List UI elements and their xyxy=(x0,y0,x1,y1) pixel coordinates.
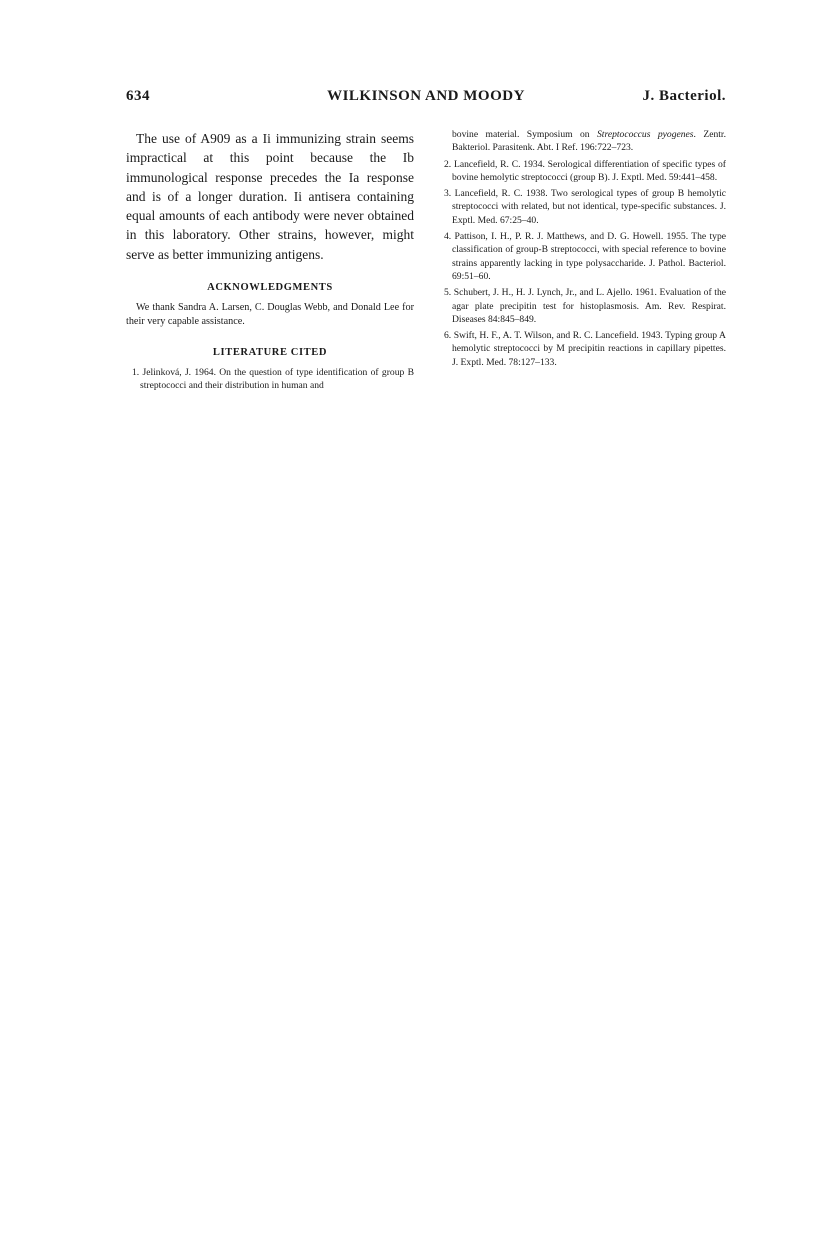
ref1-italic-title: Streptococcus pyogenes xyxy=(596,129,694,140)
reference-2: 2. Lancefield, R. C. 1934. Serological differentiation of specific types of bovine hemolytic streptococci (group B). J. Exptl. Med. 59:441–458. xyxy=(444,158,726,183)
running-head-authors: WILKINSON AND MOODY xyxy=(327,88,525,104)
body-paragraph: The use of A909 as a Ii immunizing strain seems impractical at this point because the Ib immunological response precedes the Ia response and is of a longer duration. Ii antisera containing equal amounts of each antibody were never obtained in this laboratory. Other strains, however, might serve as better immunizing antigens. xyxy=(126,131,414,262)
acknowledgments-text: We thank Sandra A. Larsen, C. Douglas Webb, and Donald Lee for their very capable assistance. xyxy=(126,302,414,328)
ref1-text-b: . Zentr. Bakteriol. Parasitenk. Abt. I Ref. 196:722–723. xyxy=(452,129,726,154)
page-number: 634 xyxy=(126,88,150,104)
reference-4: 4. Pattison, I. H., P. R. J. Matthews, and D. G. Howell. 1955. The type classification of group-B streptococci, with special reference to bovine strains apparently lacking in type polysaccharide. J. Pathol. Bacteriol. 69:51–60. xyxy=(444,231,726,282)
acknowledgments-heading: ACKNOWLEDGMENTS xyxy=(207,282,333,294)
journal-name: J. Bacteriol. xyxy=(642,88,726,104)
ref1-text-a: bovine material. Symposium on xyxy=(452,129,597,140)
reference-1-continued xyxy=(438,128,726,155)
left-column xyxy=(126,129,414,396)
reference-6: 6. Swift, H. F., A. T. Wilson, and R. C. Lancefield. 1943. Typing group A hemolytic streptococci by M precipitin reactions in capillary pipettes. J. Exptl. Med. 78:127–133. xyxy=(444,330,726,368)
running-header xyxy=(126,88,726,110)
right-column xyxy=(438,128,726,372)
literature-heading: LITERATURE CITED xyxy=(212,347,328,359)
reference-3: 3. Lancefield, R. C. 1938. Two serological types of group B hemolytic streptococci with related, but not identical, type-specific substances. J. Exptl. Med. 67:25–40. xyxy=(444,188,726,226)
reference-5: 5. Schubert, J. H., H. J. Lynch, Jr., and L. Ajello. 1961. Evaluation of the agar plate precipitin test for histoplasmosis. Am. Rev. Respirat. Diseases 84:845–849. xyxy=(444,287,726,325)
reference-1: 1. Jelinková, J. 1964. On the question of type identification of group B streptococci and their distribution in human and xyxy=(132,367,414,392)
